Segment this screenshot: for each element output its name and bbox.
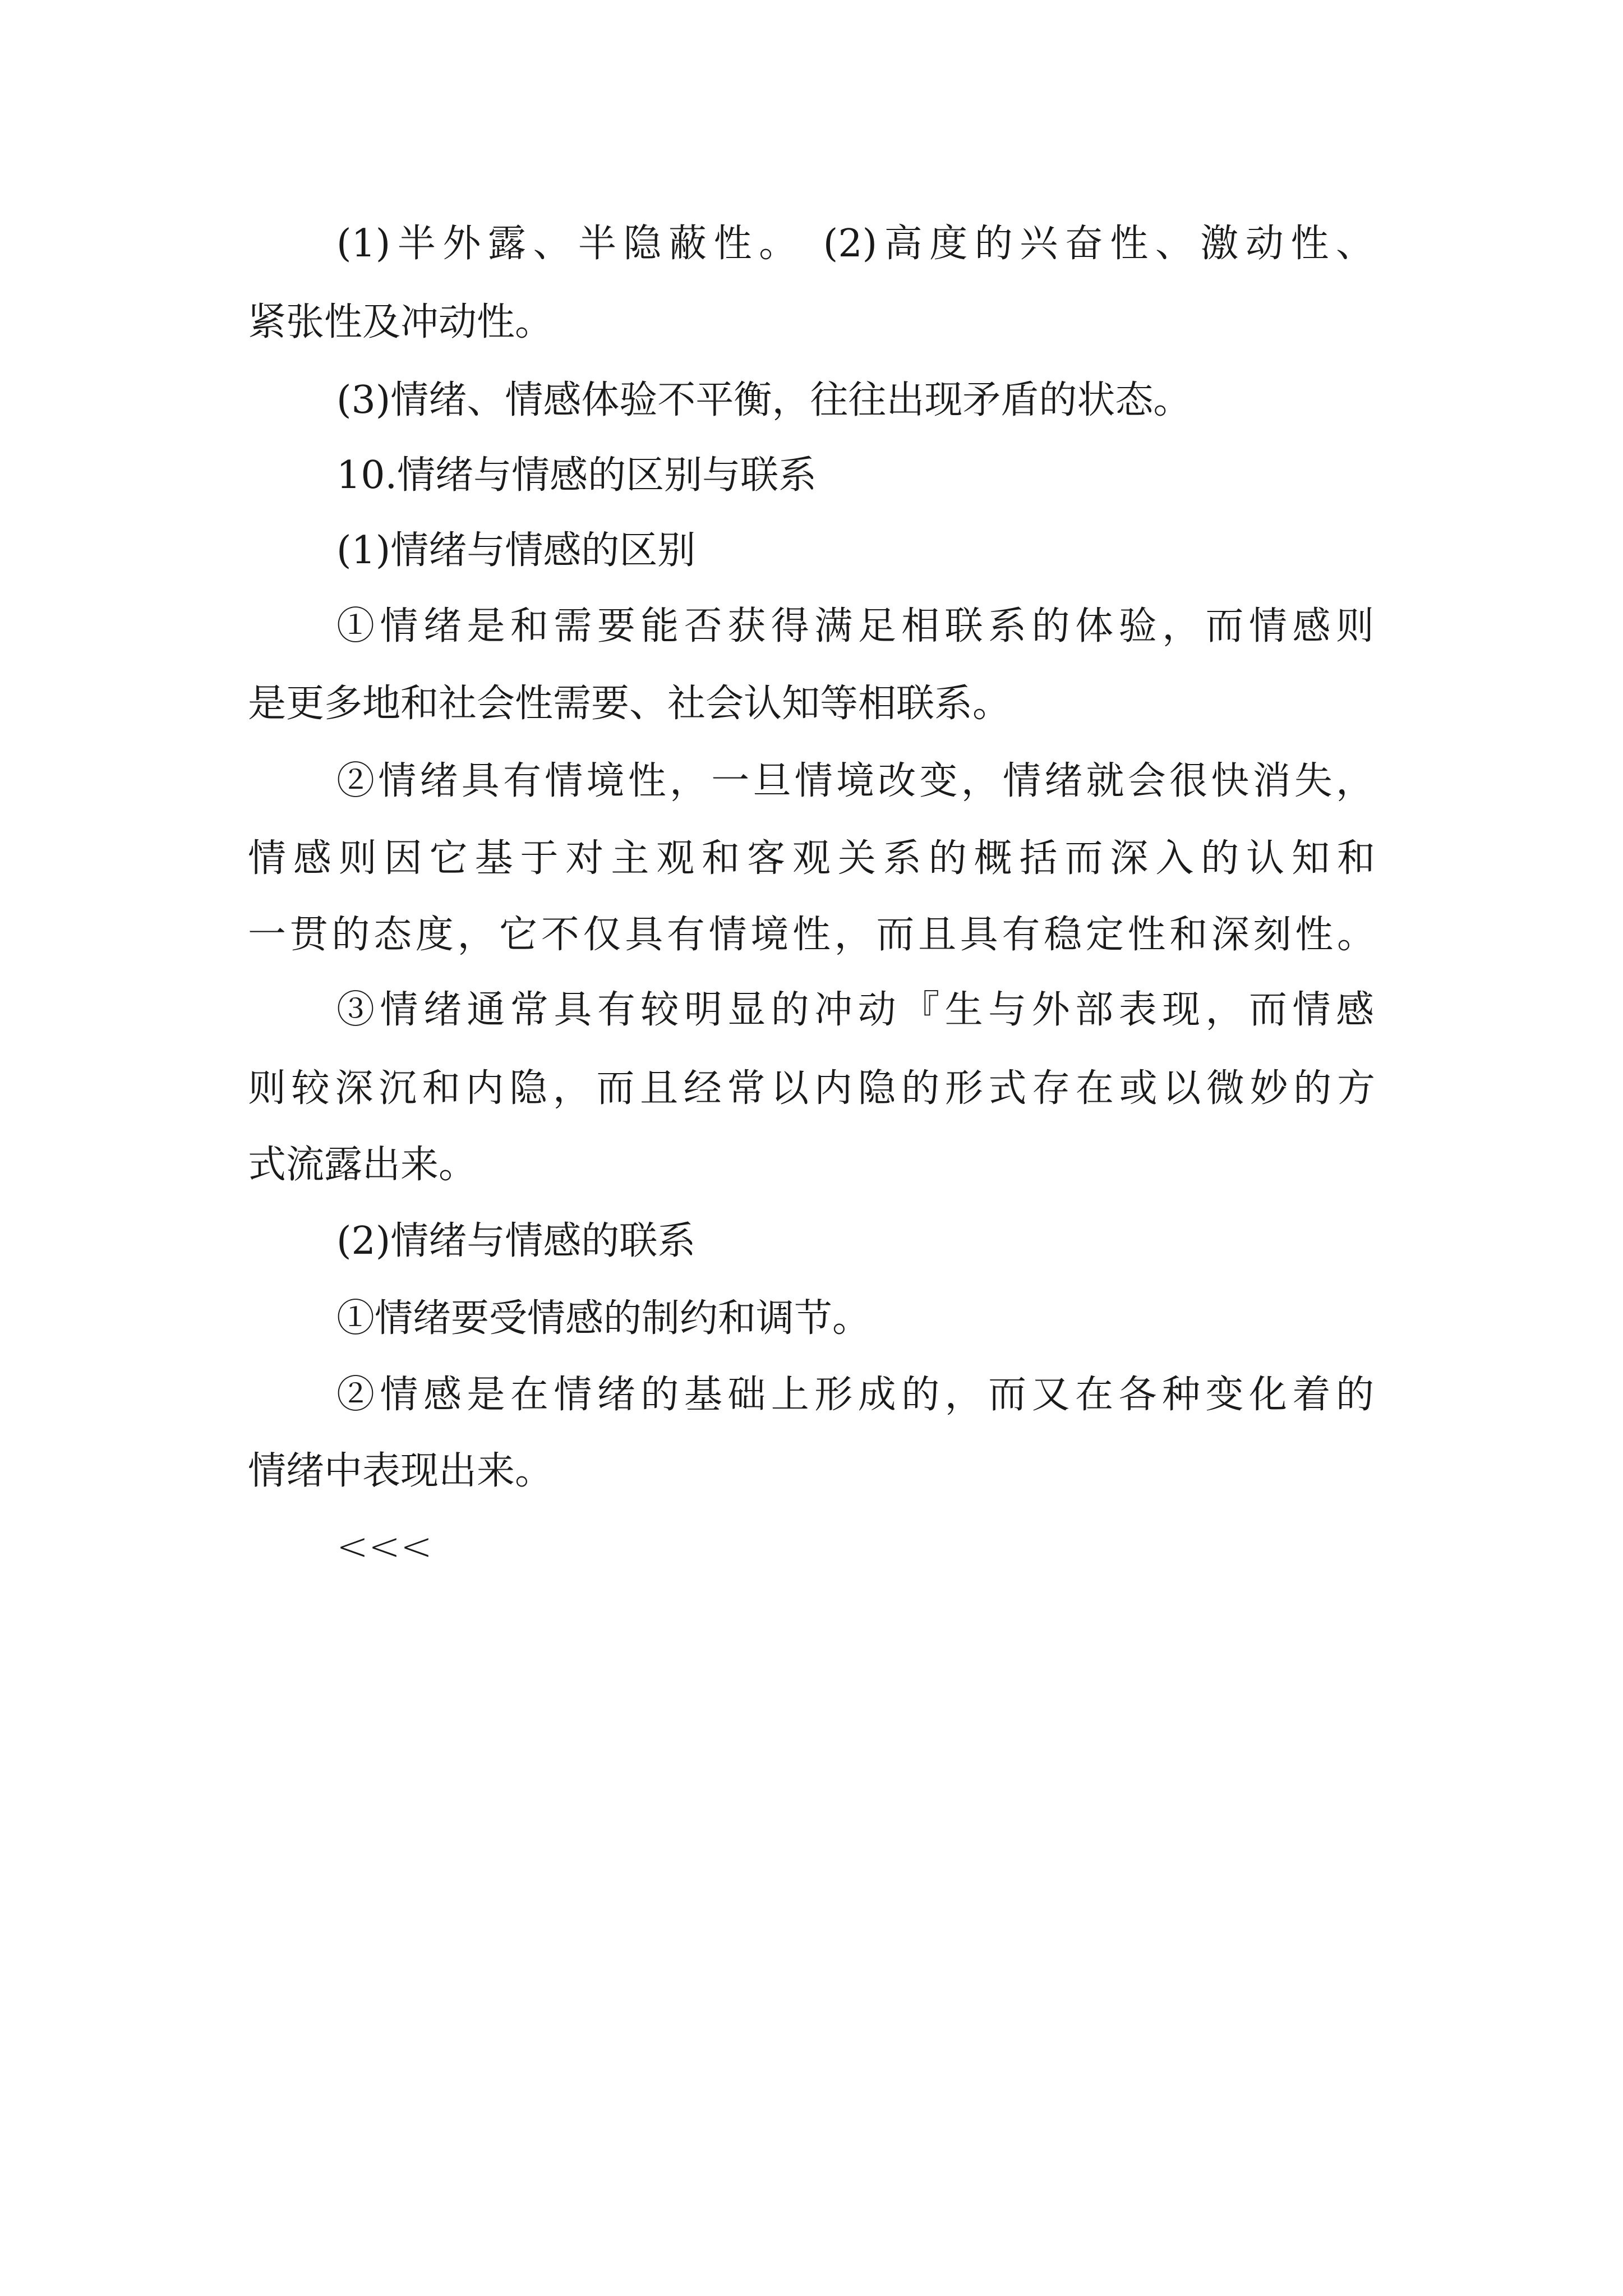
subheading-differences: (1)情绪与情感的区别	[336, 528, 696, 573]
paragraph-line-10: 一贯的态度，它不仅具有情境性，而且具有稳定性和深刻性。	[248, 913, 1375, 957]
paragraph-line-9: 情感则因它基于对主观和客观关系的概括而深入的认知和	[248, 836, 1375, 881]
paragraph-line-7: 是更多地和社会性需要、社会认知等相联系。	[248, 682, 1011, 726]
subheading-connections: (2)情绪与情感的联系	[336, 1219, 696, 1263]
paragraph-line-16: ②情感是在情绪的基础上形成的，而又在各种变化着的	[336, 1373, 1374, 1417]
paragraph-line-12: 则较深沉和内隐，而且经常以内隐的形式存在或以微妙的方	[248, 1066, 1375, 1111]
continuation-marker: <<<	[336, 1525, 432, 1569]
paragraph-line-6: ①情绪是和需要能否获得满足相联系的体验，而情感则	[336, 604, 1374, 648]
paragraph-line-17: 情绪中表现出来。	[248, 1449, 554, 1493]
section-heading-10: 10.情绪与情感的区别与联系	[336, 453, 817, 498]
paragraph-line-3: (3)情绪、情感体验不平衡，往往出现矛盾的状态。	[336, 378, 1192, 422]
paragraph-line-13: 式流露出来。	[248, 1143, 477, 1187]
paragraph-line-11: ③情绪通常具有较明显的冲动『生与外部表现，而情感	[336, 988, 1374, 1032]
paragraph-line-1: (1)半外露、半隐蔽性。 (2)高度的兴奋性、激动性、	[336, 222, 1374, 266]
paragraph-line-15: ①情绪要受情感的制约和调节。	[336, 1296, 871, 1341]
paragraph-line-8: ②情绪具有情境性，一旦情境改变，情绪就会很快消失，	[336, 759, 1374, 803]
paragraph-line-2: 紧张性及冲动性。	[248, 300, 554, 344]
